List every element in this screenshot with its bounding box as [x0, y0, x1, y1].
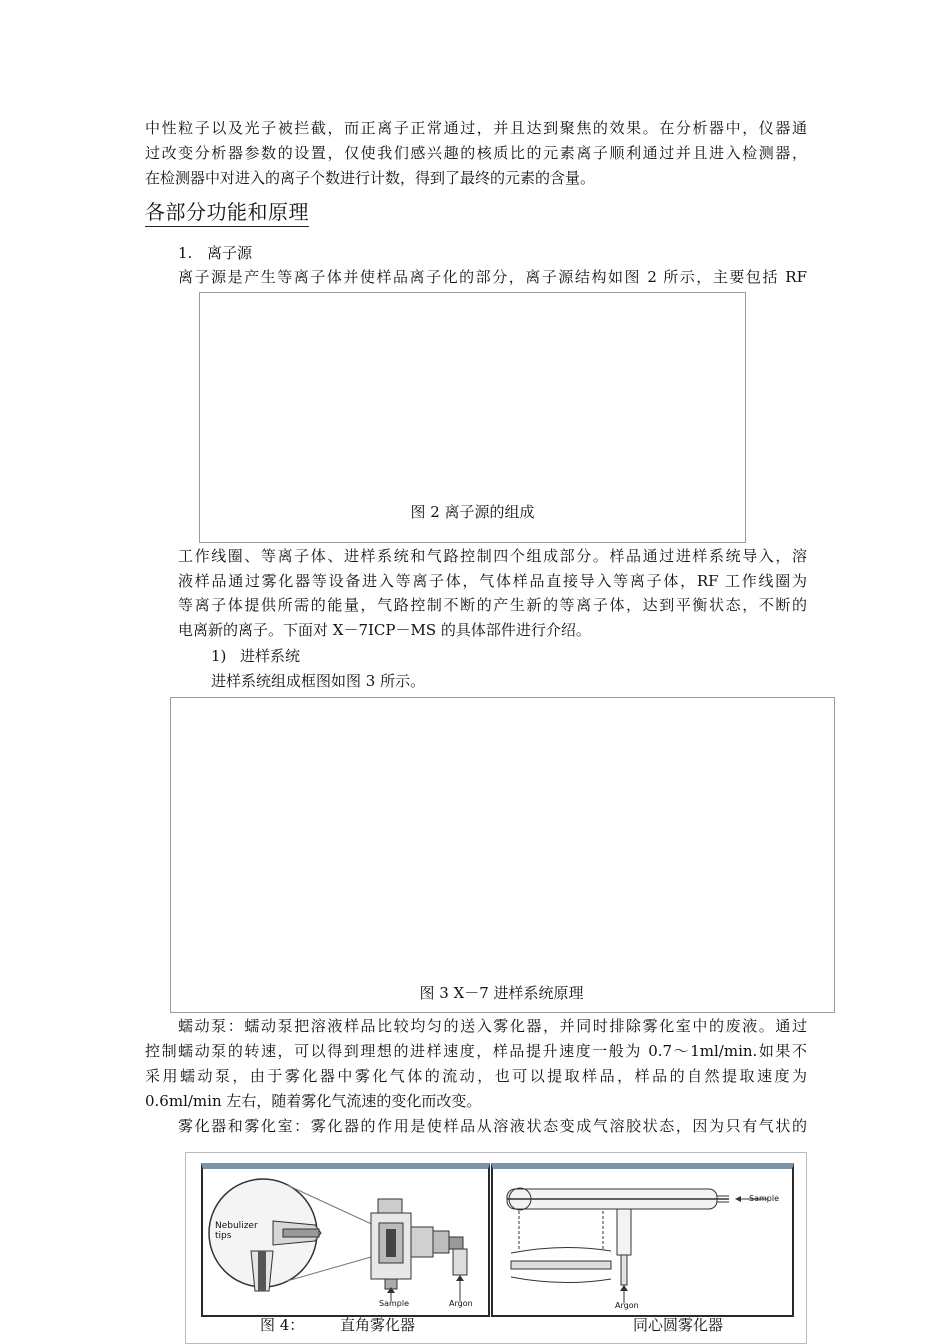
item1-title: 离子源	[207, 244, 253, 262]
figure-4-label: 图 4：	[260, 1316, 305, 1334]
label-left-argon: Argon	[449, 1299, 473, 1308]
figure-4	[185, 1152, 807, 1344]
label-right-sample: Sample	[749, 1194, 779, 1203]
figure-3	[170, 697, 835, 1013]
pump-line-1: 蠕动泵：蠕动泵把溶液样品比较均匀的送入雾化器，并同时排除雾化室中的废液。通过	[178, 1017, 807, 1035]
section-heading: 各部分功能和原理	[145, 198, 309, 227]
intro-line-2: 过改变分析器参数的设置，仅使我们感兴趣的核质比的元素离子顺利通过并且进入检测器，	[145, 144, 807, 162]
right-angle-nebulizer-diagram	[201, 1163, 490, 1317]
ion-source-intro: 离子源是产生等离子体并使样品离子化的部分，离子源结构如图 2 所示，主要包括 RF	[178, 268, 807, 286]
ion-source-line-4: 电离新的离子。下面对 X－7ICP－MS 的具体部件进行介绍。	[178, 621, 591, 639]
label-right-argon: Argon	[615, 1301, 639, 1310]
intro-line-3: 在检测器中对进入的离子个数进行计数，得到了最终的元素的含量。	[145, 169, 596, 187]
pump-line-2: 控制蠕动泵的转速，可以得到理想的进样速度，样品提升速度一般为 0.7～1ml/min.如果不	[145, 1042, 807, 1060]
figure-2	[199, 292, 746, 543]
figure-3-caption: 图 3 X－7 进样系统原理	[419, 984, 584, 1002]
item1-number: 1.	[178, 244, 193, 262]
label-left-sample: Sample	[379, 1299, 409, 1308]
ion-source-line-3: 等离子体提供所需的能量，气路控制不断的产生新的等离子体，达到平衡状态，不断的	[178, 596, 807, 614]
label-nebulizer-tips: Nebulizer tips	[215, 1221, 258, 1241]
sub1-intro: 进样系统组成框图如图 3 所示。	[211, 672, 426, 690]
pump-line-3: 采用蠕动泵，由于雾化器中雾化气体的流动，也可以提取样品，样品的自然提取速度为	[145, 1067, 807, 1085]
figure-2-caption: 图 2 离子源的组成	[410, 503, 535, 521]
sub1-number: 1)	[211, 647, 227, 665]
nebulizer-line: 雾化器和雾化室：雾化器的作用是使样品从溶液状态变成气溶胶状态，因为只有气状的	[178, 1117, 807, 1135]
figure-4-right-caption: 同心圆雾化器	[633, 1316, 724, 1334]
ion-source-line-1: 工作线圈、等离子体、进样系统和气路控制四个组成部分。样品通过进样系统导入，溶	[178, 547, 807, 565]
pump-line-4: 0.6ml/min 左右，随着雾化气流速的变化而改变。	[145, 1092, 482, 1110]
concentric-nebulizer-diagram	[491, 1163, 794, 1317]
sub1-title: 进样系统	[240, 647, 301, 665]
figure-4-left-caption: 直角雾化器	[340, 1316, 416, 1334]
ion-source-line-2: 液样品通过雾化器等设备进入等离子体，气体样品直接导入等离子体，RF 工作线圈为	[178, 572, 807, 590]
intro-line-1: 中性粒子以及光子被拦截，而正离子正常通过，并且达到聚焦的效果。在分析器中，仪器通	[145, 119, 807, 137]
